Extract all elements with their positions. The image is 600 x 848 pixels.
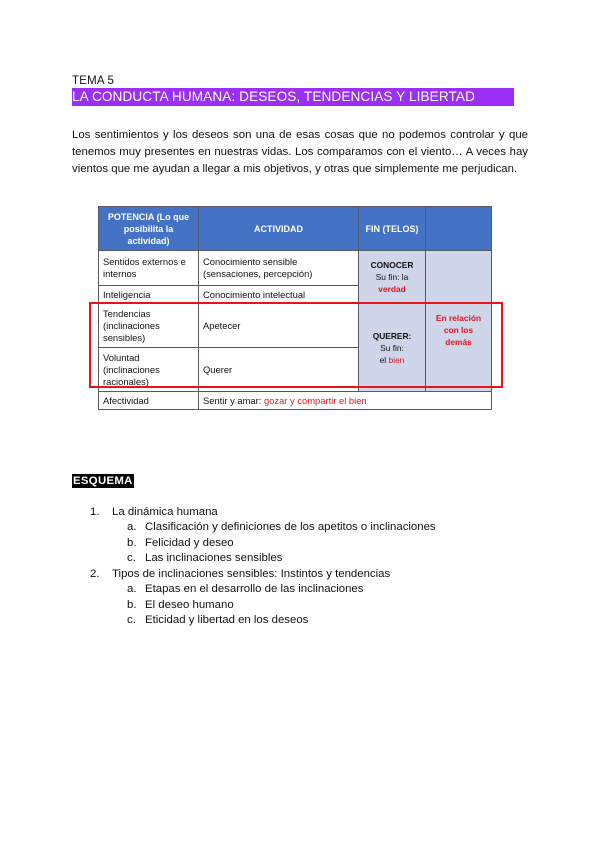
- cell-fin-conocer: [359, 251, 426, 304]
- fin-conocer-text: Su fin: la: [375, 272, 409, 282]
- fin-querer-verb: QUERER:: [372, 330, 412, 341]
- table-header-row: [99, 207, 492, 251]
- list-subitem: b. El deseo humano: [127, 599, 234, 611]
- esquema-label: ESQUEMA: [73, 475, 133, 487]
- intro-paragraph: Los sentimientos y los deseos son una de esas cosas que no podemos controlar y que tenemos muy presentes en nuestras vidas. Los comparamos con el viento… A veces hay vientos que me ayudan a llegar a mis objetivos, y otras que simplemente me perjudican.: [72, 129, 528, 175]
- cell-fin-querer: [359, 304, 426, 392]
- list-subitem: a. Clasificación y definiciones de los apetitos o inclinaciones: [127, 521, 436, 533]
- table-row: [99, 304, 492, 348]
- header-fin: FIN (TELOS): [359, 207, 426, 251]
- fin-conocer-goal: verdad: [378, 284, 406, 294]
- cell-actividad-afectividad: [199, 392, 492, 410]
- cell-actividad: Querer: [199, 348, 359, 392]
- fin-querer-text2: el: [379, 354, 387, 365]
- table-row: [99, 251, 492, 286]
- cell-relation-empty: [426, 251, 492, 304]
- header-potencia: POTENCIA (Lo que posibilita la actividad): [99, 207, 199, 251]
- afectividad-red-text: gozar y compartir el bien: [263, 395, 367, 406]
- cell-potencia: Sentidos externos e internos: [99, 251, 199, 286]
- table-row: [99, 392, 492, 410]
- topic-number: TEMA 5: [72, 75, 115, 87]
- faculties-table: [98, 206, 492, 410]
- fin-querer-text1: Su fin:: [380, 342, 404, 353]
- cell-actividad: Conocimiento sensible (sensaciones, percepción): [199, 251, 359, 286]
- header-empty: [426, 207, 492, 251]
- fin-conocer-verb: CONOCER: [370, 260, 414, 270]
- cell-potencia: Voluntad (inclinaciones racionales): [99, 348, 199, 392]
- cell-potencia: Afectividad: [99, 392, 199, 410]
- fin-querer-goal: bien: [388, 354, 405, 365]
- list-subitem: b. Felicidad y deseo: [127, 537, 234, 549]
- list-item: 1. La dinámica humana: [90, 506, 218, 518]
- list-item: 2. Tipos de inclinaciones sensibles: Instintos y tendencias: [90, 568, 391, 580]
- cell-relation: [426, 304, 492, 392]
- list-subitem: c. Las inclinaciones sensibles: [127, 552, 283, 564]
- cell-potencia: Tendencias (inclinaciones sensibles): [99, 304, 199, 348]
- header-actividad: ACTIVIDAD: [199, 207, 359, 251]
- fin-querer-line: [363, 354, 421, 366]
- afectividad-text: Sentir y amar:: [203, 395, 264, 406]
- cell-potencia: Inteligencia: [99, 286, 199, 304]
- relation-text: En relación con los demás: [435, 313, 482, 347]
- list-subitem: c. Eticidad y libertad en los deseos: [127, 614, 309, 626]
- page-title: LA CONDUCTA HUMANA: DESEOS, TENDENCIAS Y LIBERTAD: [72, 88, 514, 106]
- cell-actividad: Apetecer: [199, 304, 359, 348]
- list-subitem: a. Etapas en el desarrollo de las inclinaciones: [127, 583, 364, 595]
- cell-actividad: Conocimiento intelectual: [199, 286, 359, 304]
